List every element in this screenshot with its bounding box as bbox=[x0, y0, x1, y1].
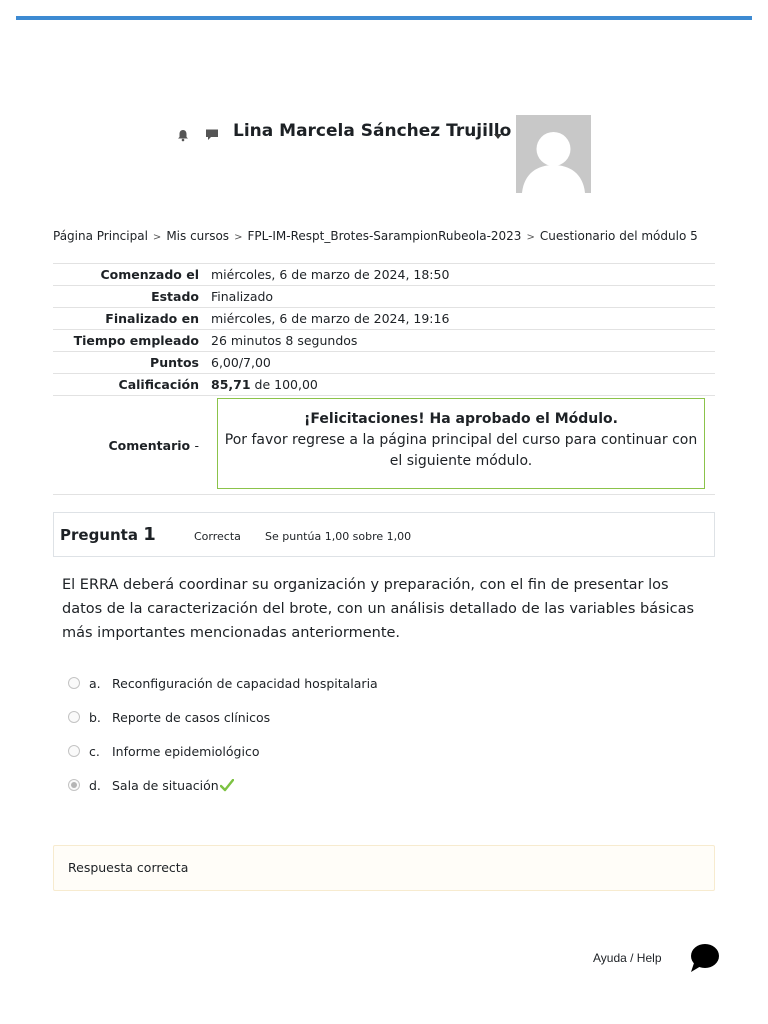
feedback-title: ¡Felicitaciones! Ha aprobado el Módulo. bbox=[304, 411, 618, 427]
radio-a bbox=[68, 677, 80, 689]
answer-text: Sala de situación bbox=[112, 778, 219, 793]
summary-row-time bbox=[53, 330, 715, 352]
chevron-down-icon[interactable] bbox=[494, 134, 502, 139]
summary-row-grade bbox=[53, 374, 715, 396]
check-icon bbox=[220, 779, 234, 792]
top-accent-bar bbox=[16, 16, 752, 20]
feedback-outcome-box bbox=[53, 845, 715, 891]
started-label: Comenzado el bbox=[100, 267, 199, 282]
summary-row-started bbox=[53, 264, 715, 286]
chevron-right-icon: > bbox=[526, 232, 535, 243]
chevron-right-icon: > bbox=[234, 232, 243, 243]
grade-label: Calificación bbox=[118, 377, 199, 392]
answer-text-wrap bbox=[112, 778, 234, 793]
question-label bbox=[60, 524, 156, 545]
started-value: miércoles, 6 de marzo de 2024, 18:50 bbox=[211, 267, 450, 282]
outcome-text: Respuesta correcta bbox=[68, 860, 189, 875]
answer-letter: c. bbox=[89, 744, 100, 759]
answer-text: Reconfiguración de capacidad hospitalaria bbox=[112, 676, 378, 691]
radio-b bbox=[68, 711, 80, 723]
grade-max: de 100,00 bbox=[254, 377, 318, 392]
question-state: Correcta bbox=[194, 530, 241, 543]
question-info-box bbox=[53, 512, 715, 557]
breadcrumb bbox=[53, 229, 698, 243]
points-label: Puntos bbox=[150, 355, 199, 370]
finished-value: miércoles, 6 de marzo de 2024, 19:16 bbox=[211, 311, 450, 326]
grade-value bbox=[205, 374, 715, 396]
answer-letter: d. bbox=[89, 778, 101, 793]
finished-label: Finalizado en bbox=[105, 311, 199, 326]
user-menu bbox=[0, 110, 768, 200]
answer-text: Informe epidemiológico bbox=[112, 744, 260, 759]
question-label-text: Pregunta bbox=[60, 526, 138, 544]
summary-row-comment bbox=[53, 396, 715, 495]
state-value: Finalizado bbox=[211, 289, 274, 304]
time-value: 26 minutos 8 segundos bbox=[211, 333, 358, 348]
answer-text: Reporte de casos clínicos bbox=[112, 710, 271, 725]
comment-dash: - bbox=[194, 437, 199, 453]
radio-c bbox=[68, 745, 80, 757]
radio-d-selected bbox=[68, 779, 80, 791]
breadcrumb-quiz[interactable]: Cuestionario del módulo 5 bbox=[539, 229, 698, 243]
feedback-box bbox=[217, 398, 705, 489]
help-label[interactable]: Ayuda / Help bbox=[593, 951, 662, 965]
chevron-right-icon: > bbox=[152, 232, 162, 243]
attempt-summary-table bbox=[53, 263, 715, 495]
summary-row-state bbox=[53, 286, 715, 308]
chat-bubble-icon[interactable] bbox=[688, 943, 720, 973]
bell-icon[interactable] bbox=[176, 128, 190, 142]
avatar[interactable] bbox=[516, 115, 591, 193]
comment-label-text: Comentario bbox=[108, 437, 191, 453]
time-label: Tiempo empleado bbox=[73, 333, 199, 348]
answer-letter: a. bbox=[89, 676, 101, 691]
state-label: Estado bbox=[151, 289, 199, 304]
feedback-body: Por favor regrese a la página principal del curso para continuar con el siguiente módulo. bbox=[224, 432, 698, 469]
breadcrumb-home[interactable]: Página Principal bbox=[53, 229, 148, 243]
message-icon[interactable] bbox=[205, 128, 219, 142]
user-name[interactable]: Lina Marcela Sánchez Trujillo bbox=[233, 121, 512, 141]
summary-row-finished bbox=[53, 308, 715, 330]
comment-value bbox=[205, 396, 715, 495]
question-grade: Se puntúa 1,00 sobre 1,00 bbox=[265, 530, 412, 543]
answer-letter: b. bbox=[89, 710, 101, 725]
breadcrumb-course[interactable]: FPL-IM-Respt_Brotes-SarampionRubeola-2023 bbox=[247, 229, 522, 243]
user-silhouette-icon bbox=[516, 115, 591, 193]
question-number: 1 bbox=[143, 524, 156, 545]
comment-label bbox=[53, 396, 205, 495]
summary-row-points bbox=[53, 352, 715, 374]
points-value: 6,00/7,00 bbox=[211, 355, 271, 370]
question-text: El ERRA deberá coordinar su organización y preparación, con el fin de presentar los datos de la caracterización del brote, con un análisis detallado de las variables básicas más importantes mencionadas anteriormente. bbox=[62, 577, 695, 641]
grade-score: 85,71 bbox=[211, 377, 251, 392]
breadcrumb-my-courses[interactable]: Mis cursos bbox=[166, 229, 230, 243]
